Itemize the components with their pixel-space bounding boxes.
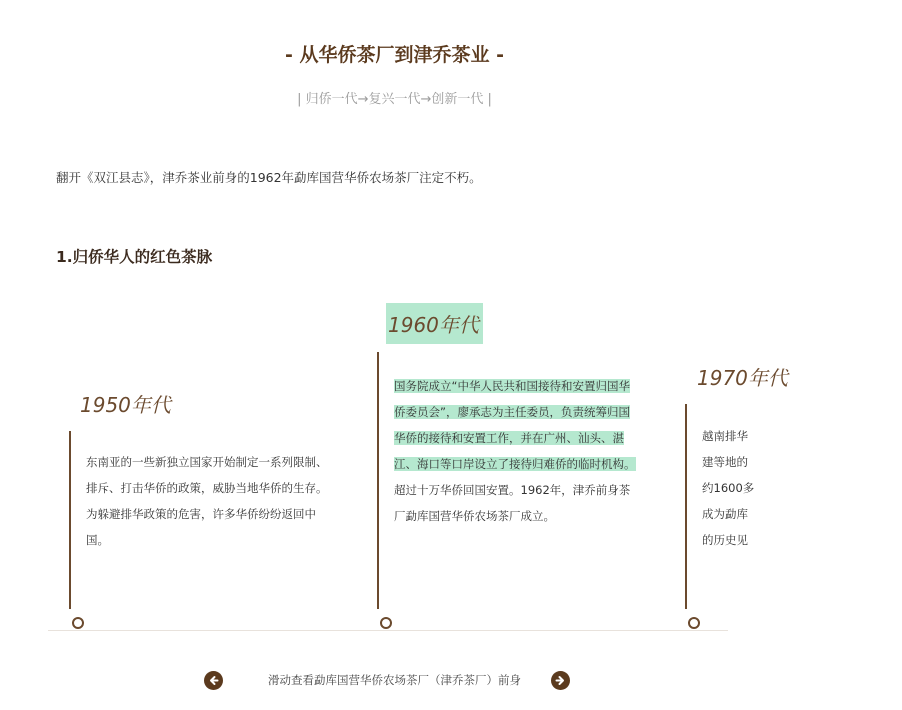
timeline-dot-1970s[interactable] (688, 617, 700, 629)
timeline-text-line: 为躲避排华政策的危害，许多华侨纷纷返回中 (86, 507, 316, 521)
section-heading: 1.归侨华人的红色茶脉 (56, 248, 213, 266)
timeline-era-1960s: 1960年代 (386, 303, 483, 344)
timeline-text-1970s (702, 423, 902, 553)
timeline-text-line: 排斥、打击华侨的政策，威胁当地华侨的生存。 (86, 481, 328, 495)
timeline-text-line: 侨委员会”，廖承志为主任委员，负责统筹归国 (394, 405, 630, 419)
intro-paragraph: 翻开《双江县志》，津乔茶业前身的1962年勐库国营华侨农场茶厂注定不朽。 (56, 170, 482, 185)
timeline-baseline (48, 630, 728, 631)
timeline-text-line: 成为勐库 (702, 507, 748, 521)
timeline-text-line: 华侨的接待和安置工作，并在广州、汕头、湛 (394, 431, 624, 445)
timeline-text-line: 江、海口等口岸设立了接待归难侨的临时机构。 (394, 457, 636, 471)
timeline-carousel[interactable] (48, 290, 788, 635)
timeline-item-1970s-viewport (678, 290, 788, 635)
timeline-line-1970s (685, 404, 687, 609)
timeline-text-line: 国务院成立“中华人民共和国接待和安置归国华 (394, 379, 630, 393)
timeline-text-line: 建等地的 (702, 455, 748, 469)
timeline-text-line: 约1600多 (702, 481, 755, 495)
page-title: - 从华侨茶厂到津乔茶业 - (284, 44, 504, 66)
next-button[interactable] (551, 671, 570, 690)
timeline-text-line: 国。 (86, 533, 109, 547)
timeline-text-line: 超过十万华侨回国安置。1962年，津乔前身茶 (394, 483, 631, 497)
timeline-text-line: 厂勐库国营华侨农场茶厂成立。 (394, 509, 555, 523)
timeline-line-1960s (377, 352, 379, 609)
carousel-hint: 滑动查看勐库国营华侨农场茶厂（津乔茶厂）前身 (268, 673, 521, 687)
timeline-dot-1960s[interactable] (380, 617, 392, 629)
timeline-era-1970s: 1970年代 (697, 366, 788, 390)
timeline-text-1960s (394, 373, 654, 529)
arrow-right-circle-icon (555, 675, 566, 686)
timeline-era-1950s: 1950年代 (80, 393, 171, 417)
timeline-line-1950s (69, 431, 71, 609)
page-subtitle: | 归侨一代→复兴一代→创新一代 | (297, 92, 492, 107)
timeline-text-line: 的历史见 (702, 533, 748, 547)
timeline-text-line: 东南亚的一些新独立国家开始制定一系列限制、 (86, 455, 328, 469)
timeline-text-line: 越南排华 (702, 429, 748, 443)
timeline-text-1950s (86, 449, 356, 553)
timeline-dot-1950s[interactable] (72, 617, 84, 629)
